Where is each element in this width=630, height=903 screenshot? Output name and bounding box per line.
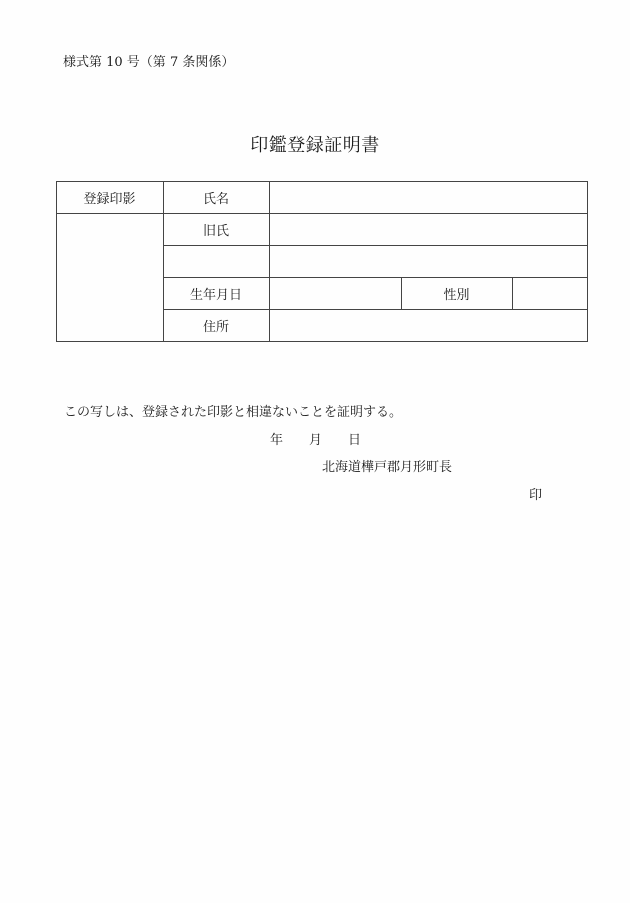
document-title: 印鑑登録証明書 <box>250 135 380 156</box>
certificate-table <box>56 181 588 342</box>
issue-date <box>270 429 361 448</box>
gender-label: 性別 <box>443 287 470 303</box>
date-year: 年 <box>270 433 284 448</box>
seal-impression-label: 登録印影 <box>83 191 136 207</box>
birthdate-label: 生年月日 <box>189 287 242 303</box>
issuer-name: 北海道樺戸郡月形町長 <box>322 460 453 475</box>
date-day: 日 <box>348 433 362 448</box>
form-number: 様式第 10 号（第 7 条関係） <box>63 55 235 70</box>
name-value <box>269 181 587 213</box>
seal-impression-box <box>56 213 163 341</box>
certification-statement: この写しは、登録された印影と相違ないことを証明する。 <box>64 405 403 420</box>
name-label: 氏名 <box>202 191 229 207</box>
address-label: 住所 <box>202 319 229 335</box>
date-month: 月 <box>309 433 323 448</box>
blank-row <box>163 245 587 277</box>
former-name-value <box>269 213 587 245</box>
seal-mark: 印 <box>529 488 543 503</box>
former-name-label: 旧氏 <box>202 223 229 239</box>
birthdate-value <box>269 277 401 309</box>
address-value <box>269 309 587 341</box>
gender-value <box>512 277 587 309</box>
